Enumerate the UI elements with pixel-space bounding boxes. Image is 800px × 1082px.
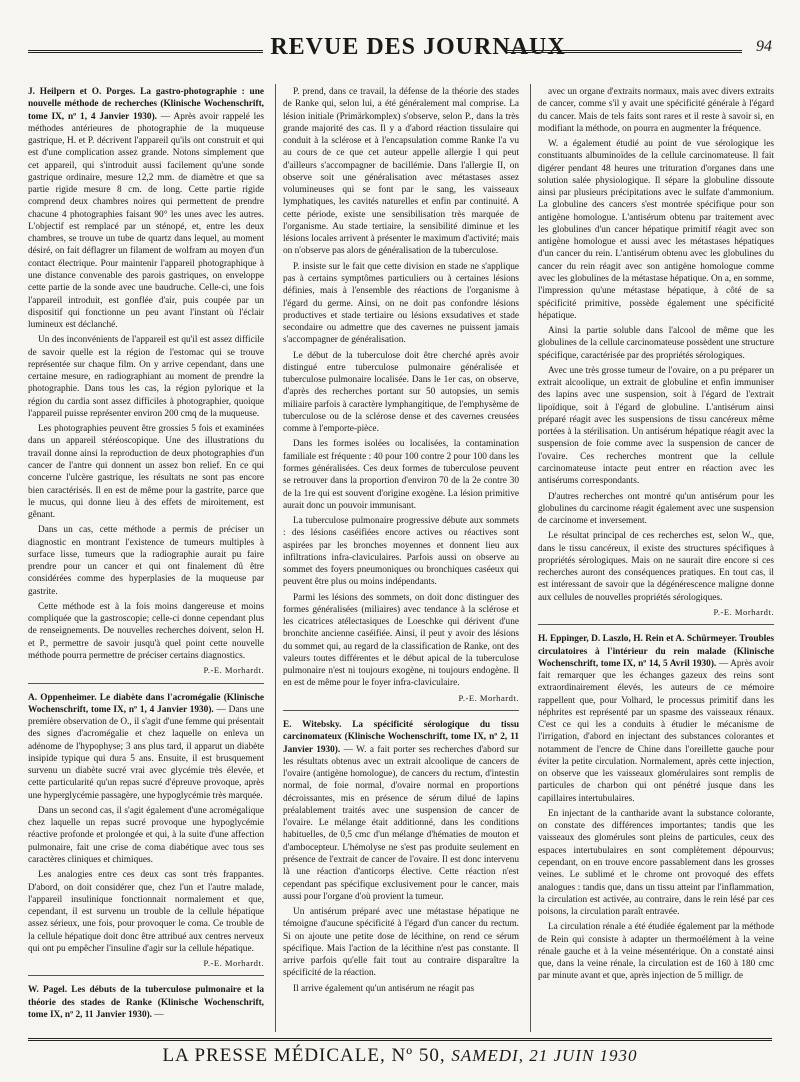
article-text: Le début de la tuberculose doit être cherché après avoir distingué entre tuberculose pulmonaire généralisée et tuberculose pulmonaire localisée. Dans le 1er cas, on observe, d'après des recherches portant sur 50 autopsies, un semis miliaire parfois à caractère lymphangitique, de l'emphysème de tuberculose ou de la sclérose dense et des cavernes creusées comme à l'emporte-pièce. (283, 350, 519, 435)
article-text: — Dans une première observation de O., il s'agit d'une femme qui présentait des signes d'acromégalie et chez laquelle on enleva un adénome de l'hypophyse; 3 ans plus tard, il apparut un diabète insipide typique qui dura 5 ans. Ensuite, il est brusquement survenu un diabète sucré vrai avec glycémie très élevée, et cette particularité qu'un repas sucré d'épreuve provoque, après une hyperglycémie passagère, une hypoglycémie très marquée. (28, 704, 264, 801)
article-text: W. a également étudié au point de vue sérologique les constituants albuminoïdes de la cellule carcinomateuse. Il fait digérer pendant 48 heures une trituration d'organes dans une solution salée physiologique. Il sépare la globuline dissoute ainsi par plusieurs précipitations avec le sulfate d'ammonium. La globuline des cancers s'est montrée spécifique pour son antigène homologue. L'antisérum obtenu par traitement avec les globulines d'un cancer hépatique primitif réagit avec son antigène homologue et aussi avec les métastases hépatiques d'un cancer du rein. L'antisérum obtenu avec les globulines du cancer du rein réagit avec son antigène homologue comme avec les globulines de la métastase hépatique. On a, en somme, l'impression qu'une métastase hépatique, à côté de sa spécificité primitive, possède également une spécificité hépatique. (538, 139, 774, 321)
article-paragraph (538, 808, 774, 918)
article-text: — Après avoir fait remarquer que les échanges gazeux des reins sont extraordinairement élevés, les auteurs de ce mémoire rappellent que, pour Volhard, le processus primitif dans les néphrites est représenté par un spasme des vaisseaux rénaux. C'est ce qui les a conduits à étudier le mécanisme de l'irrigation, d'abord en injectant des substances colorantes et notamment de l'encre de Chine dans l'oreillette gauche pour éviter la petite circulation. Normalement, après cette injection, on observe que les vaisseaux glomérulaires sont remplis de particules de charbon qui ont pénétré jusque dans les capillaires intertubulaires. (538, 658, 774, 804)
article-separator (28, 683, 264, 684)
article-heading-paragraph (28, 692, 264, 802)
article-text: Dans les formes isolées ou localisées, la contamination familiale est fréquente : 40 pour 100 contre 2 pour 100 dans les formes généralisées. Ces deux formes de tuberculose peuvent se retrouver dans la proportion d'environ 70 de la 2e contre 30 de la 1re qui est souvent d'origine exogène. La lésion primitive aurait donc un pouvoir immunisant. (283, 439, 519, 511)
article-paragraph (28, 805, 264, 866)
article-heading-paragraph (538, 633, 774, 805)
header-rule-right (506, 50, 742, 53)
article-text: P. insiste sur le fait que cette division en stade ne s'applique pas à certains symptômes particuliers ou à certaines lésions définies, mais à l'ensemble des réactions de l'organisme à l'égard du germe. Ainsi, on ne doit pas confondre lésions productives et stade tertiaire ou lésions exsudatives et stade secondaire ou admettre que des cavernes ne puissent jamais s'accompagner de généralisation. (283, 261, 519, 346)
article-text: Les photographies peuvent être grossies 5 fois et examinées dans un appareil stéréoscopique. Une des illustrations du travail donne ainsi la reproduction de deux photographies d'un cancer de l'antre qui donnent un assez bon relief. En ce qui concerne l'ulcère gastrique, les résultats ne sont pas encore bien caractérisés. Il en est de même pour la gastrite, parce que le mucus, qui donne lieu à des effets de miroitement, est gênant. (28, 424, 264, 521)
article-text: Dans un second cas, il s'agit également d'une acromégalique chez laquelle un repas sucré provoque une hypoglycémie réactive profonde et prolongée et qui, à la suite d'une affection pulmonaire, fait une crise de coma diabétique avec tous ses caractères cliniques et chimiques. (28, 805, 264, 866)
article-text: Avec une très grosse tumeur de l'ovaire, on a pu préparer un extrait alcoolique, un extrait de globuline et enfin immuniser des lapins avec une suspension, soit à l'égard de l'extrait lipoïdique, soit à l'égard de globuline. L'antisérum ainsi préparé réagit avec les suspensions de tissu cancéreux même portées à la stérilisation. Un antisérum hépatique réagit avec la suspension de foie comme avec la suspension de cancer de l'ovaire. Ces recherches montrent que la cellule carcinomateuse intacte peut entrer en réaction avec les antisérums correspondants. (538, 365, 774, 487)
article-text: P. prend, dans ce travail, la défense de la théorie des stades de Ranke qui, selon lui, a été généralement mal comprise. La lésion initiale (Primärkomplex) s'observe, selon P., dans la très grande majorité des cas. Il y a d'abord réaction tissulaire qui conduit à la sclérose et à l'encapsulation comme Ranke l'a vu au cours de ce que cet auteur appelle allergie I qui peut d'ailleurs s'accompagner de bacillémie. Dans l'allergie II, on observe soit une généralisation avec métastases assez volumineuses qui se font par le sang, les vaisseaux lymphatiques, les cavités naturelles et enfin par continuité. A cette période, existe une sensibilisation très marquée de l'organisme. Au stade tertiaire, la sensibilité diminue et les lésions locales arrivent à présenter le maximum d'activité; mais on n'observe pas alors de généralisation de la tuberculose. (283, 87, 519, 257)
article-separator (538, 624, 774, 625)
article-citation: E. Witebsky. La spécificité sérologique du tissu carcinomateux (Klinische Wochenschrift, tome IX, nº 2, 11 Janvier 1930). (283, 720, 519, 755)
article-paragraph (283, 261, 519, 347)
article-text: — (154, 1010, 164, 1021)
article-paragraph (283, 515, 519, 589)
footer-journal: LA PRESSE MÉDICALE, Nº 50, (162, 1045, 446, 1066)
article-signature: P.-E. Morhardt. (713, 606, 774, 617)
article-text: Parmi les lésions des sommets, on doit donc distinguer des formes généralisées (miliaires) avec tendance à la sclérose et les cicatrices atélectasiques de Loeschke qui dérivent d'une bronchite ancienne caséifiée. Ainsi, il peut y avoir des lésions du sommet qui, au regard de la classification de Ranke, ont des valeurs toutes différentes et le début apical de la tuberculose pulmonaire n'est ni toujours exogène, ni toujours endogène. Il en est de même pour le foyer infra-claviculaire. (283, 592, 519, 689)
article-paragraph (28, 334, 264, 420)
article-text: La tuberculose pulmonaire progressive débute aux sommets : des lésions caséifiées encore actives ou réactives sont aspirées par les bronches moyennes et donnent lieu aux infiltrations infra-claviculaires. Parfois aussi on observe au sommet des foyers pneumoniques ou bronchiques caséeux qui peuvent être plus ou moins indépendants. (283, 516, 519, 588)
article-separator (28, 975, 264, 976)
article-text: Un des inconvénients de l'appareil est qu'il est assez difficile de savoir quelle est la région de l'estomac qui se trouve représentée sur chaque film. On y arrive cependant, dans une certaine mesure, en radiographiant au moment de prendre la photographie. Dans tous les cas, la région pylorique et la région du cardia sont assez difficiles à photographier, quoique l'appareil puisse représenter environ 200 cmq de la muqueuse. (28, 335, 264, 419)
article-paragraph (28, 869, 264, 955)
page-footer (28, 1038, 772, 1067)
article-text: Dans un cas, cette méthode a permis de préciser un diagnostic en montrant l'existence de tumeurs multiples à surface lisse, tumeurs que la radiographie aurait pu faire prendre pour un cancer et qui ont finalement dû être considérées comme des hyperplasies de la muqueuse par gastrite. (28, 525, 264, 597)
article-paragraph (28, 524, 264, 598)
article-paragraph (538, 921, 774, 982)
article-signature: P.-E. Morhardt. (203, 665, 264, 676)
article-heading-paragraph (28, 984, 264, 1021)
article-paragraph (538, 491, 774, 528)
article-text: Le résultat principal de ces recherches est, selon W., que, dans le tissu cancéreux, il existe des structures spécifiques à propriétés sérologiques. Mais on ne saurait dire encore si ces recherches auront des conséquences pratiques. En tout cas, il est intéressant de savoir que la dégénérescence maligne donne aux cellules de nouvelles propriétés sérologiques. (538, 531, 774, 603)
article-paragraph (283, 86, 519, 258)
article-paragraph (538, 530, 774, 604)
article-citation: W. Pagel. Les débuts de la tuberculose pulmonaire et la théorie des stades de Ranke (Klinische Wochenschrift, tome IX, nº 2, 11 Janvier 1930). (28, 985, 264, 1021)
column-middle (283, 86, 519, 1030)
article-citation: J. Heilpern et O. Porges. La gastro-photographie : une nouvelle méthode de recherches (Klinische Wochenschrift, tome IX, nº 1, 4 Janvier 1930). (28, 87, 264, 122)
article-text: Les analogies entre ces deux cas sont très frappantes. D'abord, on doit considérer que, chez l'un et l'autre malade, l'appareil insulinique fonctionnait normalement et que, cependant, il est survenu un trouble de la cellule hépatique assez sérieux, une fois, pour provoquer le coma. Ce trouble de la cellule hépatique doit donc être attribué aux centres nerveux qui ont pu empêcher l'insuline d'agir sur la cellule hépatique. (28, 870, 264, 954)
article-text: — W. a fait porter ses recherches d'abord sur les résultats obtenus avec un extrait alcoolique de cancers de l'ovaire (antigène homologue), de cancers du rectum, d'intestin normal, de foie normal, d'ovaire normal en proportions décroissantes, mis en présence de sérum dilué de lapins préalablement traités avec une suspension de cancer de l'ovaire. Le mélange était additionné, dans les conditions habituelles, de 0,5 cmc d'un mélange d'hématies de mouton et d'ambocepteur. L'hémolyse ne s'est pas produite seulement en présence de l'extrait de cancer de l'ovaire. Il est donc intervenu là une réaction d'anticorps élective. Cette réaction n'est cependant pas spécifique exclusivement pour le cancer, mais aussi pour l'organe d'où provient la tumeur. (283, 744, 519, 902)
article-paragraph (538, 325, 774, 362)
article-paragraph (28, 423, 264, 521)
article-text: avec un organe d'extraits normaux, mais avec divers extraits de cancer, comme s'il y avait une spécificité générale à l'égard du cancer. Mais de tels faits sont rares et il reste à savoir si, en modifiant la méthode, on pourra en augmenter la fréquence. (538, 87, 774, 134)
article-citation: A. Oppenheimer. Le diabète dans l'acromégalie (Klinische Wochenschrift, tome IX, nº 1, 4 Janvier 1930). (28, 692, 264, 715)
article-citation: H. Eppinger, D. Laszlo, H. Rein et A. Schürmeyer. Troubles circulatoires à l'intérieur du rein malade (Klinische Wochenschrift, tome IX, nº 14, 5 Avril 1930). (538, 634, 774, 669)
article-paragraph (283, 983, 519, 995)
article-text: Un antisérum préparé avec une métastase hépatique ne témoigne d'aucune spécificité à l'égard d'un cancer du rectum. Si on ajoute une petite dose de lécithine, on rend ce sérum spécifique. Mais l'action de la lécithine n'est pas constante. Il arrive parfois qu'elle fait tout au contraire disparaître la spécificité de la réaction. (283, 907, 519, 979)
article-text: Cette méthode est à la fois moins dangereuse et moins compliquée que la gastroscopie; celle-ci donne cependant plus de renseignements. De nouvelles recherches doivent, selon H. et P., permettre de savoir jusqu'à quel point cette nouvelle méthode pourra permettre de préciser certains diagnostics. (28, 601, 264, 661)
article-heading-paragraph (283, 719, 519, 903)
article-paragraph (283, 350, 519, 436)
article-paragraph (283, 906, 519, 980)
article-paragraph (538, 365, 774, 488)
article-text: Il arrive également qu'un antisérum ne réagit pas (293, 983, 475, 994)
page-number: 94 (756, 38, 772, 55)
column-divider (275, 84, 276, 1032)
column-left (28, 86, 264, 1030)
header-rule-left (28, 50, 263, 53)
article-heading-paragraph (28, 86, 264, 331)
article-text: En injectant de la cantharide avant la substance colorante, on constate des différences importantes; tandis que les vaisseaux des glomérules sont pleins de particules, ceux des espaces intertubulaires en sont complètement dépourvus; cependant, on en trouve encore passablement dans les grosses veines. Le sublimé et le chrome ont provoqué des effets analogues : tandis que, dans un tissu atteint par l'inflammation, la circulation est activée, au contraire, dans le rein lésé par ces poisons, la circulation paraît entravée. (538, 808, 774, 918)
article-signature: P.-E. Morhardt. (203, 958, 264, 969)
article-paragraph (283, 438, 519, 512)
article-paragraph (28, 601, 264, 662)
article-text: — Après avoir rappelé les méthodes antérieures de photographie de la muqueuse gastrique, H. et P. décrivent l'appareil qu'ils ont construit et qui est d'une complication assez grande. Notons simplement que cet appareil, qui s'introduit aussi facilement qu'une sonde gastrique ordinaire, mesure 12,2 mm. de diamètre et que sa partie rigide mesure 8 cm. de long. Cette partie rigide comprend deux chambres noires qui permettent de prendre chacune 4 photographies faisant 90° les unes avec les autres. L'objectif est remplacé par un sténopé, et, entre les deux chambres, se trouve un tube de quartz dans lequel, au moment désiré, on fait déflagrer un filament de wolfram au moyen d'un contact électrique. Pour maintenir l'appareil photographique à une distance convenable des parois gastriques, on enveloppe cette partie de la sonde avec une baudruche. Celle-ci, une fois l'appareil introduit, est gonflée d'air, puis coupée par un dispositif qui fonctionne un peu avant l'instant où l'éclair lumineux est déclanché. (28, 111, 264, 331)
article-text: D'autres recherches ont montré qu'un antisérum pour les globulines du carcinome réagit également avec une suspension de carcinome et inversement. (538, 491, 774, 527)
article-separator (283, 710, 519, 711)
article-text: Ainsi la partie soluble dans l'alcool de même que les globulines de la cellule carcinomateuse possèdent une structure spécifique, caractérisée par des propriétés sérologiques. (538, 326, 774, 361)
article-signature: P.-E. Morhardt. (458, 692, 519, 703)
article-paragraph (283, 592, 519, 690)
section-title: REVUE DES JOURNAUX (270, 34, 566, 60)
article-paragraph (538, 138, 774, 322)
page-header (28, 34, 772, 68)
footer-text (28, 1045, 772, 1067)
column-divider (530, 84, 531, 1032)
article-paragraph (538, 86, 774, 135)
column-right (538, 86, 774, 1030)
article-text: La circulation rénale a été étudiée également par la méthode de Rein qui consiste à adapter un thermoélément à la veine rénale gauche et à la veine mésentérique. On a constaté ainsi que, dans la veine rénale, la circulation est de 160 à 180 cmc par minute avant et que, après injection de 5 milligr. de (538, 922, 774, 982)
footer-date: SAMEDI, 21 JUIN 1930 (451, 1046, 638, 1065)
